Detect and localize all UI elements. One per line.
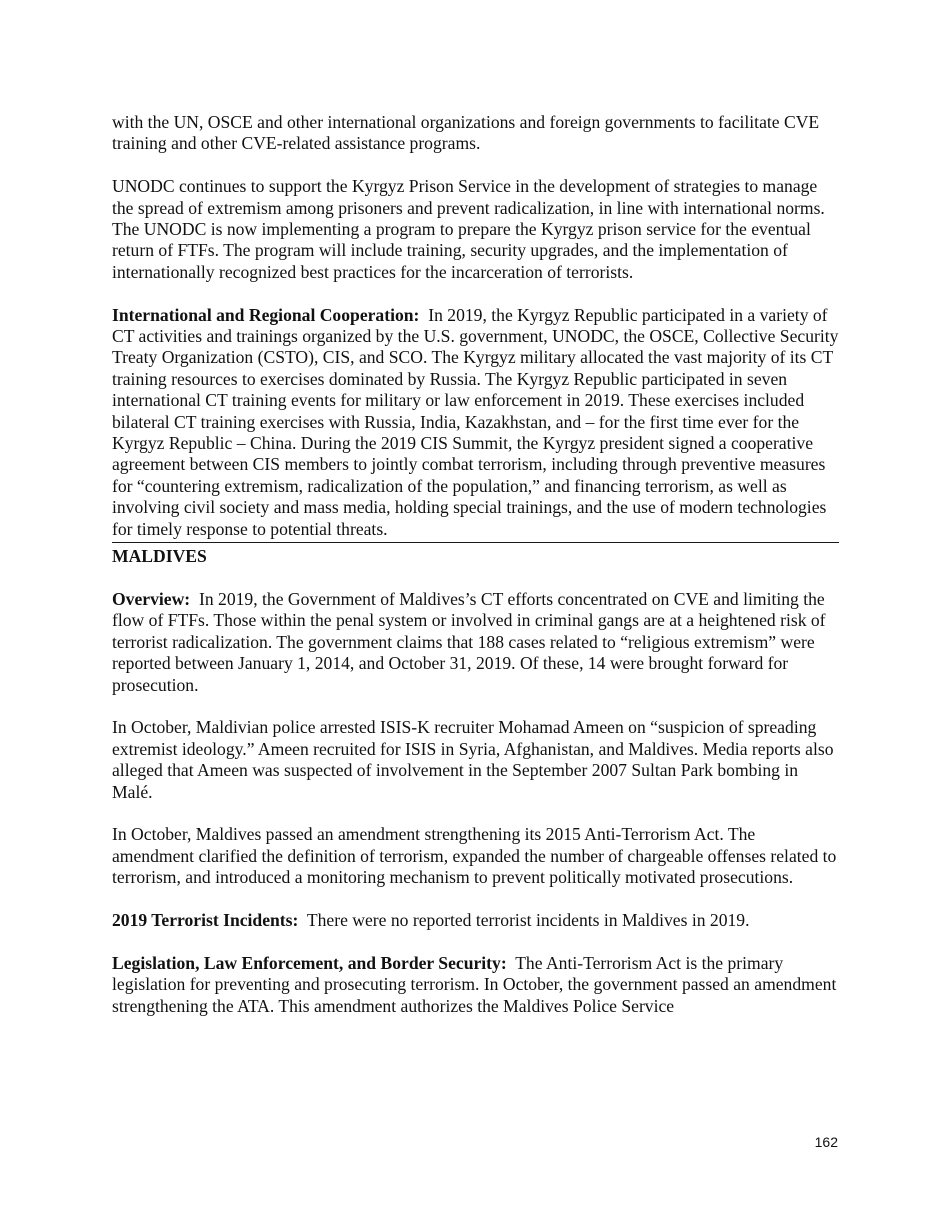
paragraph-text: There were no reported terrorist incidents in Maldives in 2019. bbox=[306, 909, 750, 930]
paragraph-text: with the UN, OSCE and other international organizations and foreign governments to facilitate CVE training and other CVE-related assistance programs. bbox=[112, 112, 820, 154]
paragraph-ata-amendment bbox=[112, 824, 839, 888]
paragraph-legislation bbox=[112, 953, 839, 1017]
paragraph-text: UNODC continues to support the Kyrgyz Prison Service in the development of strategies to manage the spread of extremism among prisoners and prevent radicalization, in line with international norms. The UNODC is now implementing a program to prepare the Kyrgyz prison service for the eventual return of FTFs. The program will include training, security upgrades, and the implementation of internationally recognized best practices for the incarceration of terrorists. bbox=[112, 176, 825, 282]
page-number: 162 bbox=[814, 1134, 838, 1150]
document-page bbox=[112, 112, 839, 1017]
paragraph-text: In 2019, the Government of Maldives’s CT efforts concentrated on CVE and limiting the flow of FTFs. Those within the penal system or involved in criminal gangs are at a heightened risk of terrorist radicalization. The government claims that 188 cases related to “religious extremism” were reported between January 1, 2014, and October 31, 2019. Of these, 14 were brought forward for prosecution. bbox=[112, 588, 826, 695]
section-divider bbox=[112, 542, 839, 543]
paragraph-lead-heading: 2019 Terrorist Incidents: bbox=[112, 909, 299, 930]
paragraph-ameen-arrest bbox=[112, 717, 839, 803]
paragraph-text: In October, Maldivian police arrested ISIS-K recruiter Mohamad Ameen on “suspicion of spreading extremist ideology.” Ameen recruited for ISIS in Syria, Afghanistan, and Maldives. Media reports also alleged that Ameen was suspected of involvement in the September 2007 Sultan Park bombing in Malé. bbox=[112, 717, 834, 802]
paragraph-overview bbox=[112, 589, 839, 696]
paragraph-unodc-prison bbox=[112, 176, 839, 283]
paragraph-text: In October, Maldives passed an amendment strengthening its 2015 Anti-Terrorism Act. The amendment clarified the definition of terrorism, expanded the number of chargeable offenses related to terrorism, and introduced a monitoring mechanism to prevent politically motivated prosecutions. bbox=[112, 824, 837, 888]
paragraph-text: In 2019, the Kyrgyz Republic participated in a variety of CT activities and trainings organized by the U.S. government, UNODC, the OSCE, Collective Security Treaty Organization (CSTO), CIS, and SCO. The Kyrgyz military allocated the vast majority of its CT training resources to exercises dominated by Russia. The Kyrgyz Republic participated in seven international CT training events for military or law enforcement in 2019. These exercises included bilateral CT training exercises with Russia, India, Kazakhstan, and – for the first time ever for the Kyrgyz Republic – China. During the 2019 CIS Summit, the Kyrgyz president signed a cooperative agreement between CIS members to jointly combat terrorism, including through preventive measures for “countering extremism, radicalization of the population,” and financing terrorism, as well as involving civil society and mass media, holding special trainings, and the use of modern technologies for timely response to potential threats. bbox=[112, 304, 839, 539]
paragraph-international-cooperation bbox=[112, 305, 839, 540]
paragraph-lead-heading: Overview: bbox=[112, 588, 191, 609]
paragraph-lead-heading: International and Regional Cooperation: bbox=[112, 304, 420, 325]
paragraph-text: The Anti-Terrorism Act is the primary legislation for preventing and prosecuting terrorism. In October, the government passed an amendment strengthening the ATA. This amendment authorizes the Maldives Police Service bbox=[112, 952, 837, 1016]
paragraph-terrorist-incidents bbox=[112, 910, 839, 931]
section-title-maldives: MALDIVES bbox=[112, 546, 207, 567]
paragraph-cve-training bbox=[112, 112, 839, 155]
paragraph-lead-heading: Legislation, Law Enforcement, and Border Security: bbox=[112, 952, 507, 973]
